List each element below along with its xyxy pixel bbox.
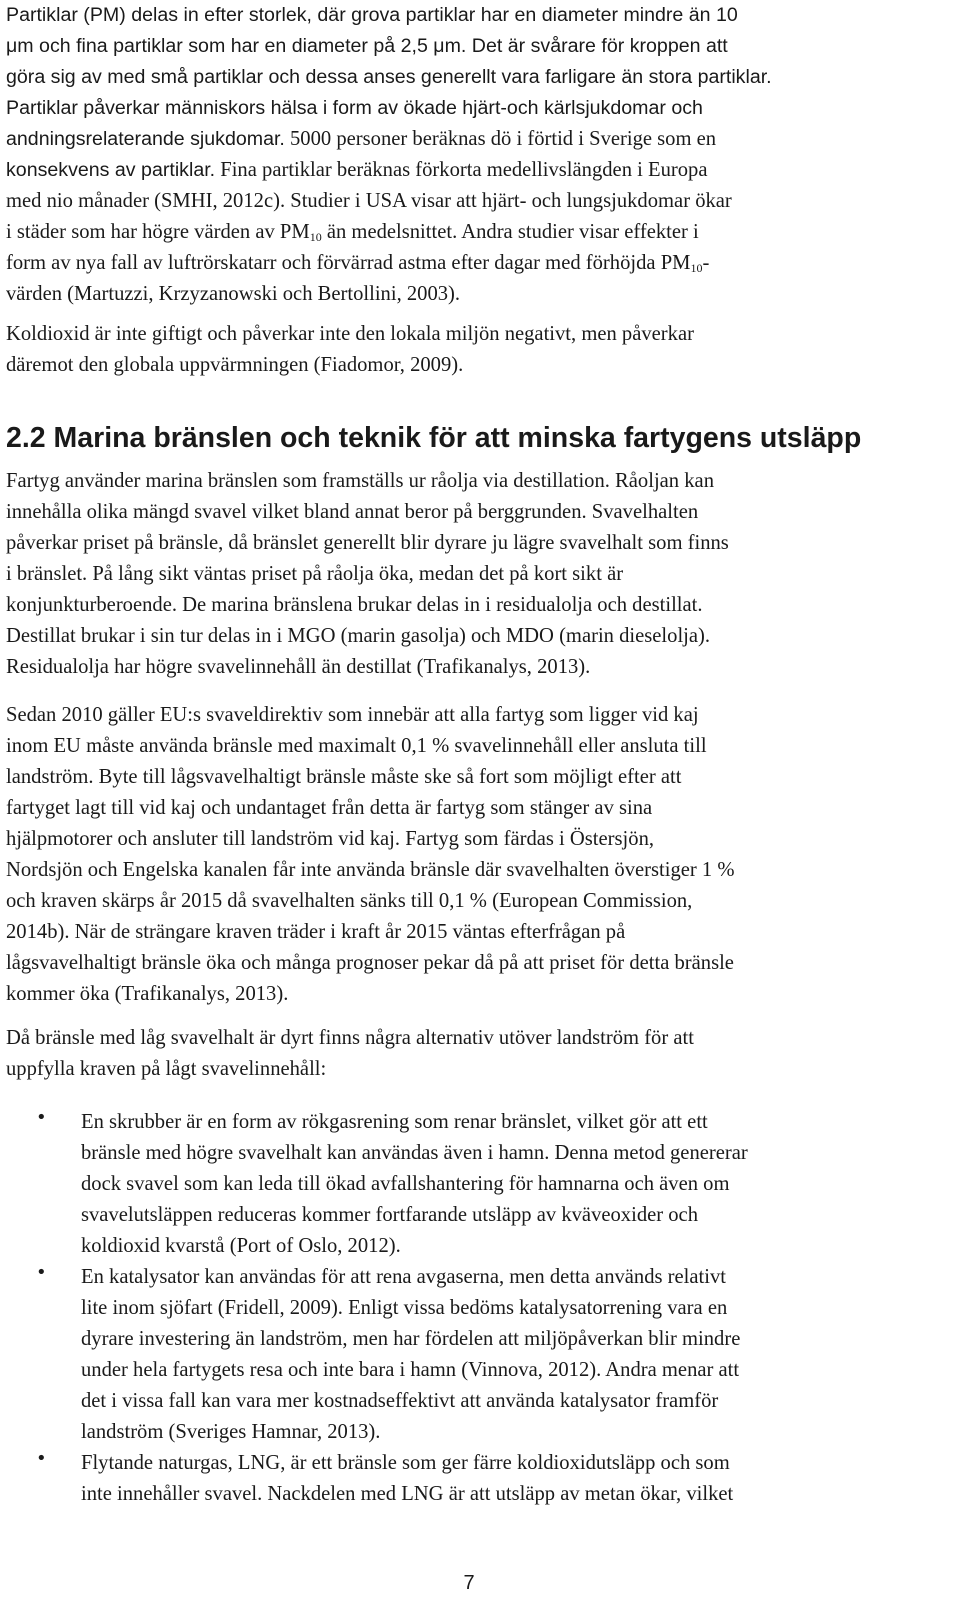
text-line: Destillat brukar i sin tur delas in i MGO (marin gasolja) och MDO (marin dieselolja). [6,625,711,647]
text-line: konjunkturberoende. De marina bränslena brukar delas in i residualolja och destillat. [6,594,703,616]
text-line: i städer som har högre värden av $PM_{10}$ än medelsnittet. Andra studier visar effekter i [6,221,699,244]
list-item [6,1107,934,1262]
text-line: Koldioxid är inte giftigt och påverkar inte den lokala miljön negativt, men påverkar [6,323,694,345]
text-line: Sedan 2010 gäller EU:s svaveldirektiv som innebär att alla fartyg som ligger vid kaj [6,704,699,726]
text-line: inte innehåller svavel. Nackdelen med LNG är att utsläpp av metan ökar, vilket [81,1483,734,1505]
text-line: hjälpmotorer och ansluter till landström vid kaj. Fartyg som färdas i Östersjön, [6,828,655,850]
text-line: koldioxid kvarstå (Port of Oslo, 2012). [81,1235,401,1257]
text-line: med nio månader (SMHI, 2012c). Studier i USA visar att hjärt- och lungsjukdomar ökar [6,190,732,212]
alternatives-list [6,1107,934,1510]
text-line: dyrare investering än landström, men har fördelen att miljöpåverkan blir mindre [81,1328,741,1350]
text-line: andningsrelaterande sjukdomar. 5000 personer beräknas dö i förtid i Sverige som en [6,128,717,150]
bullet-icon: • [36,1448,47,1469]
paragraph-sulphur-directive [6,700,934,1010]
paragraph-marine-fuels [6,466,934,683]
text-line: uppfylla kraven på lågt svavelinnehåll: [6,1058,327,1080]
bullet-icon: • [36,1262,47,1283]
paragraph-co2 [6,319,934,381]
text-line: Partiklar (PM) delas in efter storlek, där grova partiklar har en diameter mindre än 10 [6,4,738,26]
text-line: Nordsjön och Engelska kanalen får inte använda bränsle där svavelhalten överstiger 1 % [6,859,735,881]
section-heading: 2.2 Marina bränslen och teknik för att minska fartygens utsläpp [6,422,862,454]
text-line: inom EU måste använda bränsle med maximalt 0,1 % svavelinnehåll eller ansluta till [6,735,707,757]
text-line: göra sig av med små partiklar och dessa anses generellt vara farligare än stora partiklar. [6,66,772,88]
text-line: Då bränsle med låg svavelhalt är dyrt finns några alternativ utöver landström för att [6,1027,694,1049]
text-line: däremot den globala uppvärmningen (Fiadomor, 2009). [6,354,464,376]
text-line: i bränslet. På lång sikt väntas priset på råolja öka, medan det på kort sikt är [6,563,624,585]
text-line: En skrubber är en form av rökgasrening som renar bränslet, vilket gör att ett [81,1111,708,1133]
text-line: under hela fartygets resa och inte bara i hamn (Vinnova, 2012). Andra menar att [81,1359,740,1381]
text-line: 2014b). När de strängare kraven träder i kraft år 2015 väntas efterfrågan på [6,921,626,943]
text-line: landström (Sveriges Hamnar, 2013). [81,1421,381,1443]
text-line: och kraven skärps år 2015 då svavelhalten sänks till 0,1 % (European Commission, [6,890,693,912]
page-number: 7 [463,1572,475,1594]
text-line: värden (Martuzzi, Krzyzanowski och Bertollini, 2003). [6,283,461,305]
text-line: bränsle med högre svavelhalt kan användas även i hamn. Denna metod genererar [81,1142,748,1164]
text-line: konsekvens av partiklar. Fina partiklar beräknas förkorta medellivslängden i Europa [6,159,708,181]
text-line: Partiklar påverkar människors hälsa i form av ökade hjärt-och kärlsjukdomar och [6,97,703,119]
text-line: Flytande naturgas, LNG, är ett bränsle som ger färre koldioxidutsläpp och som [81,1452,730,1474]
text-line: svavelutsläppen reduceras kommer fortfarande utsläpp av kväveoxider och [81,1204,698,1226]
paragraph-particles [6,0,934,310]
text-line: Residualolja har högre svavelinnehåll än destillat (Trafikanalys, 2013). [6,656,591,678]
text-line: innehålla olika mängd svavel vilket bland annat beror på berggrunden. Svavelhalten [6,501,699,523]
list-item [6,1448,934,1510]
paragraph-alternatives-intro [6,1023,934,1085]
text-line: form av nya fall av luftrörskatarr och förvärrad astma efter dagar med förhöjda $PM_{10}-$ [6,252,710,275]
text-line: det i vissa fall kan vara mer kostnadseffektivt att använda katalysator framför [81,1390,719,1412]
text-line: Fartyg använder marina bränslen som framställs ur råolja via destillation. Råoljan kan [6,470,714,492]
list-item [6,1262,934,1448]
text-line: påverkar priset på bränsle, då bränslet generellt blir dyrare ju lägre svavelhalt som finns [6,532,729,554]
text-line: En katalysator kan användas för att rena avgaserna, men detta används relativt [81,1266,727,1288]
text-line: lågsvavelhaltigt bränsle öka och många prognoser pekar då på att priset för detta bränsle [6,952,734,974]
text-line: dock svavel som kan leda till ökad avfallshantering för hamnarna och även om [81,1173,730,1195]
text-line: fartyget lagt till vid kaj och undantaget från detta är fartyg som stänger av sina [6,797,653,819]
text-line: kommer öka (Trafikanalys, 2013). [6,983,289,1005]
bullet-icon: • [36,1107,47,1128]
text-line: μm och fina partiklar som har en diameter på 2,5 μm. Det är svårare för kroppen att [6,35,728,57]
text-line: lite inom sjöfart (Fridell, 2009). Enligt vissa bedöms katalysatorrening vara en [81,1297,728,1319]
text-line: landström. Byte till lågsvavelhaltigt bränsle måste ske så fort som möjligt efter att [6,766,682,788]
